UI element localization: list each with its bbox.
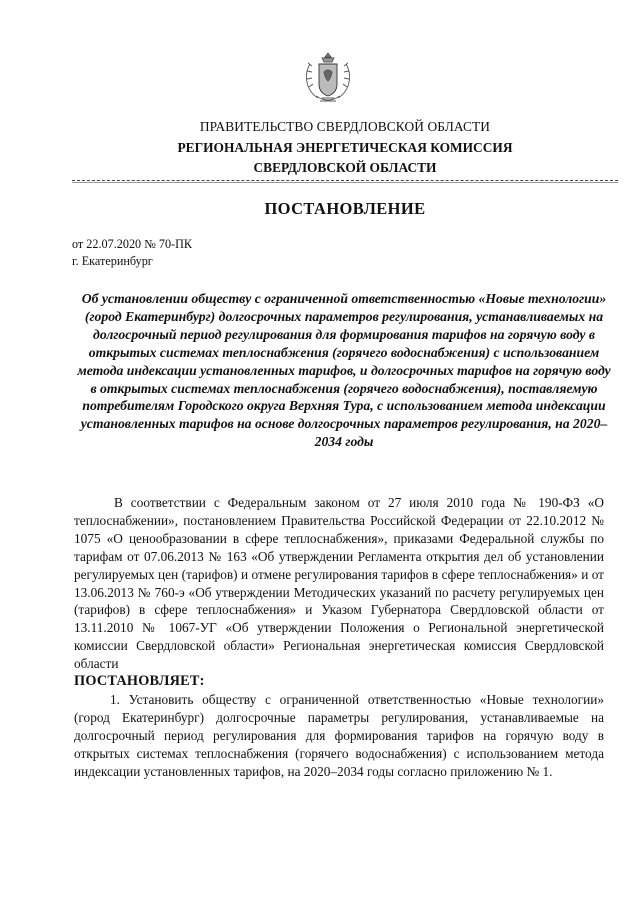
header-divider-underline bbox=[72, 182, 618, 183]
document-city: г. Екатеринбург bbox=[72, 254, 153, 268]
document-date-number: от 22.07.2020 № 70-ПК bbox=[72, 237, 193, 251]
preamble-paragraph: В соответствии с Федеральным законом от 27 июля 2010 года № 190-ФЗ «О теплоснабжении», постановлением Правительства Российской Федерации от 22.10.2012 № 1075 «О ценообразовании в сфере теплоснабжения», приказами Федеральной службы по тарифам от 07.06.2013 № 163 «Об утверждении Регламента открытия дел об установлении регулируемых цен (тарифов) и отмене регулирования тарифов в сфере теплоснабжения» и от 13.06.2013 № 760-э «Об утверждении Методических указаний по расчету регулируемых цен (тарифов) в сфере теплоснабжения» и Указом Губернатора Свердловской области от 13.11.2010 № 1067-УГ «Об утверждении Положения о Региональной энергетической комиссии Свердловской области» Региональная энергетическая комиссия Свердловской области bbox=[74, 495, 604, 672]
government-title: ПРАВИТЕЛЬСТВО СВЕРДЛОВСКОЙ ОБЛАСТИ bbox=[199, 119, 491, 134]
coat-of-arms-icon bbox=[302, 50, 354, 106]
commission-title-line2: СВЕРДЛОВСКОЙ ОБЛАСТИ bbox=[253, 160, 437, 175]
commission-title-line1: РЕГИОНАЛЬНАЯ ЭНЕРГЕТИЧЕСКАЯ КОМИССИЯ bbox=[177, 140, 513, 155]
document-body bbox=[74, 494, 604, 781]
document-subject: Об установлении обществу с ограниченной ответственностью «Новые технологии» (город Екатеринбург) долгосрочных параметров регулирования, устанавливаемых на долгосрочный период регулирования для формирования тарифов на горячую воду в открытых системах теплоснабжения (горячего водоснабжения) с использованием метода индексации установленных тарифов, и долгосрочных тарифов на горячую воду в открытых системах теплоснабжения (горячего водоснабжения), поставляемую потребителям Городского округа Верхняя Тура, с использованием метода индексации установленных тарифов на основе долгосрочных параметров регулирования, на 2020–2034 годы bbox=[77, 291, 611, 450]
decision-item-1: 1. Установить обществу с ограниченной ответственностью «Новые технологии» (город Екатеринбург) долгосрочные параметры регулирования, устанавливаемые на долгосрочный период регулирования для формирования тарифов на горячую воду в открытых системах теплоснабжения (горячего водоснабжения) с использованием метода индексации установленных тарифов, на 2020–2034 годы согласно приложению № 1. bbox=[74, 691, 604, 779]
header-divider bbox=[72, 180, 618, 181]
decides-heading: ПОСТАНОВЛЯЕТ: bbox=[74, 673, 205, 690]
document-type-title: ПОСТАНОВЛЕНИЕ bbox=[264, 199, 426, 218]
